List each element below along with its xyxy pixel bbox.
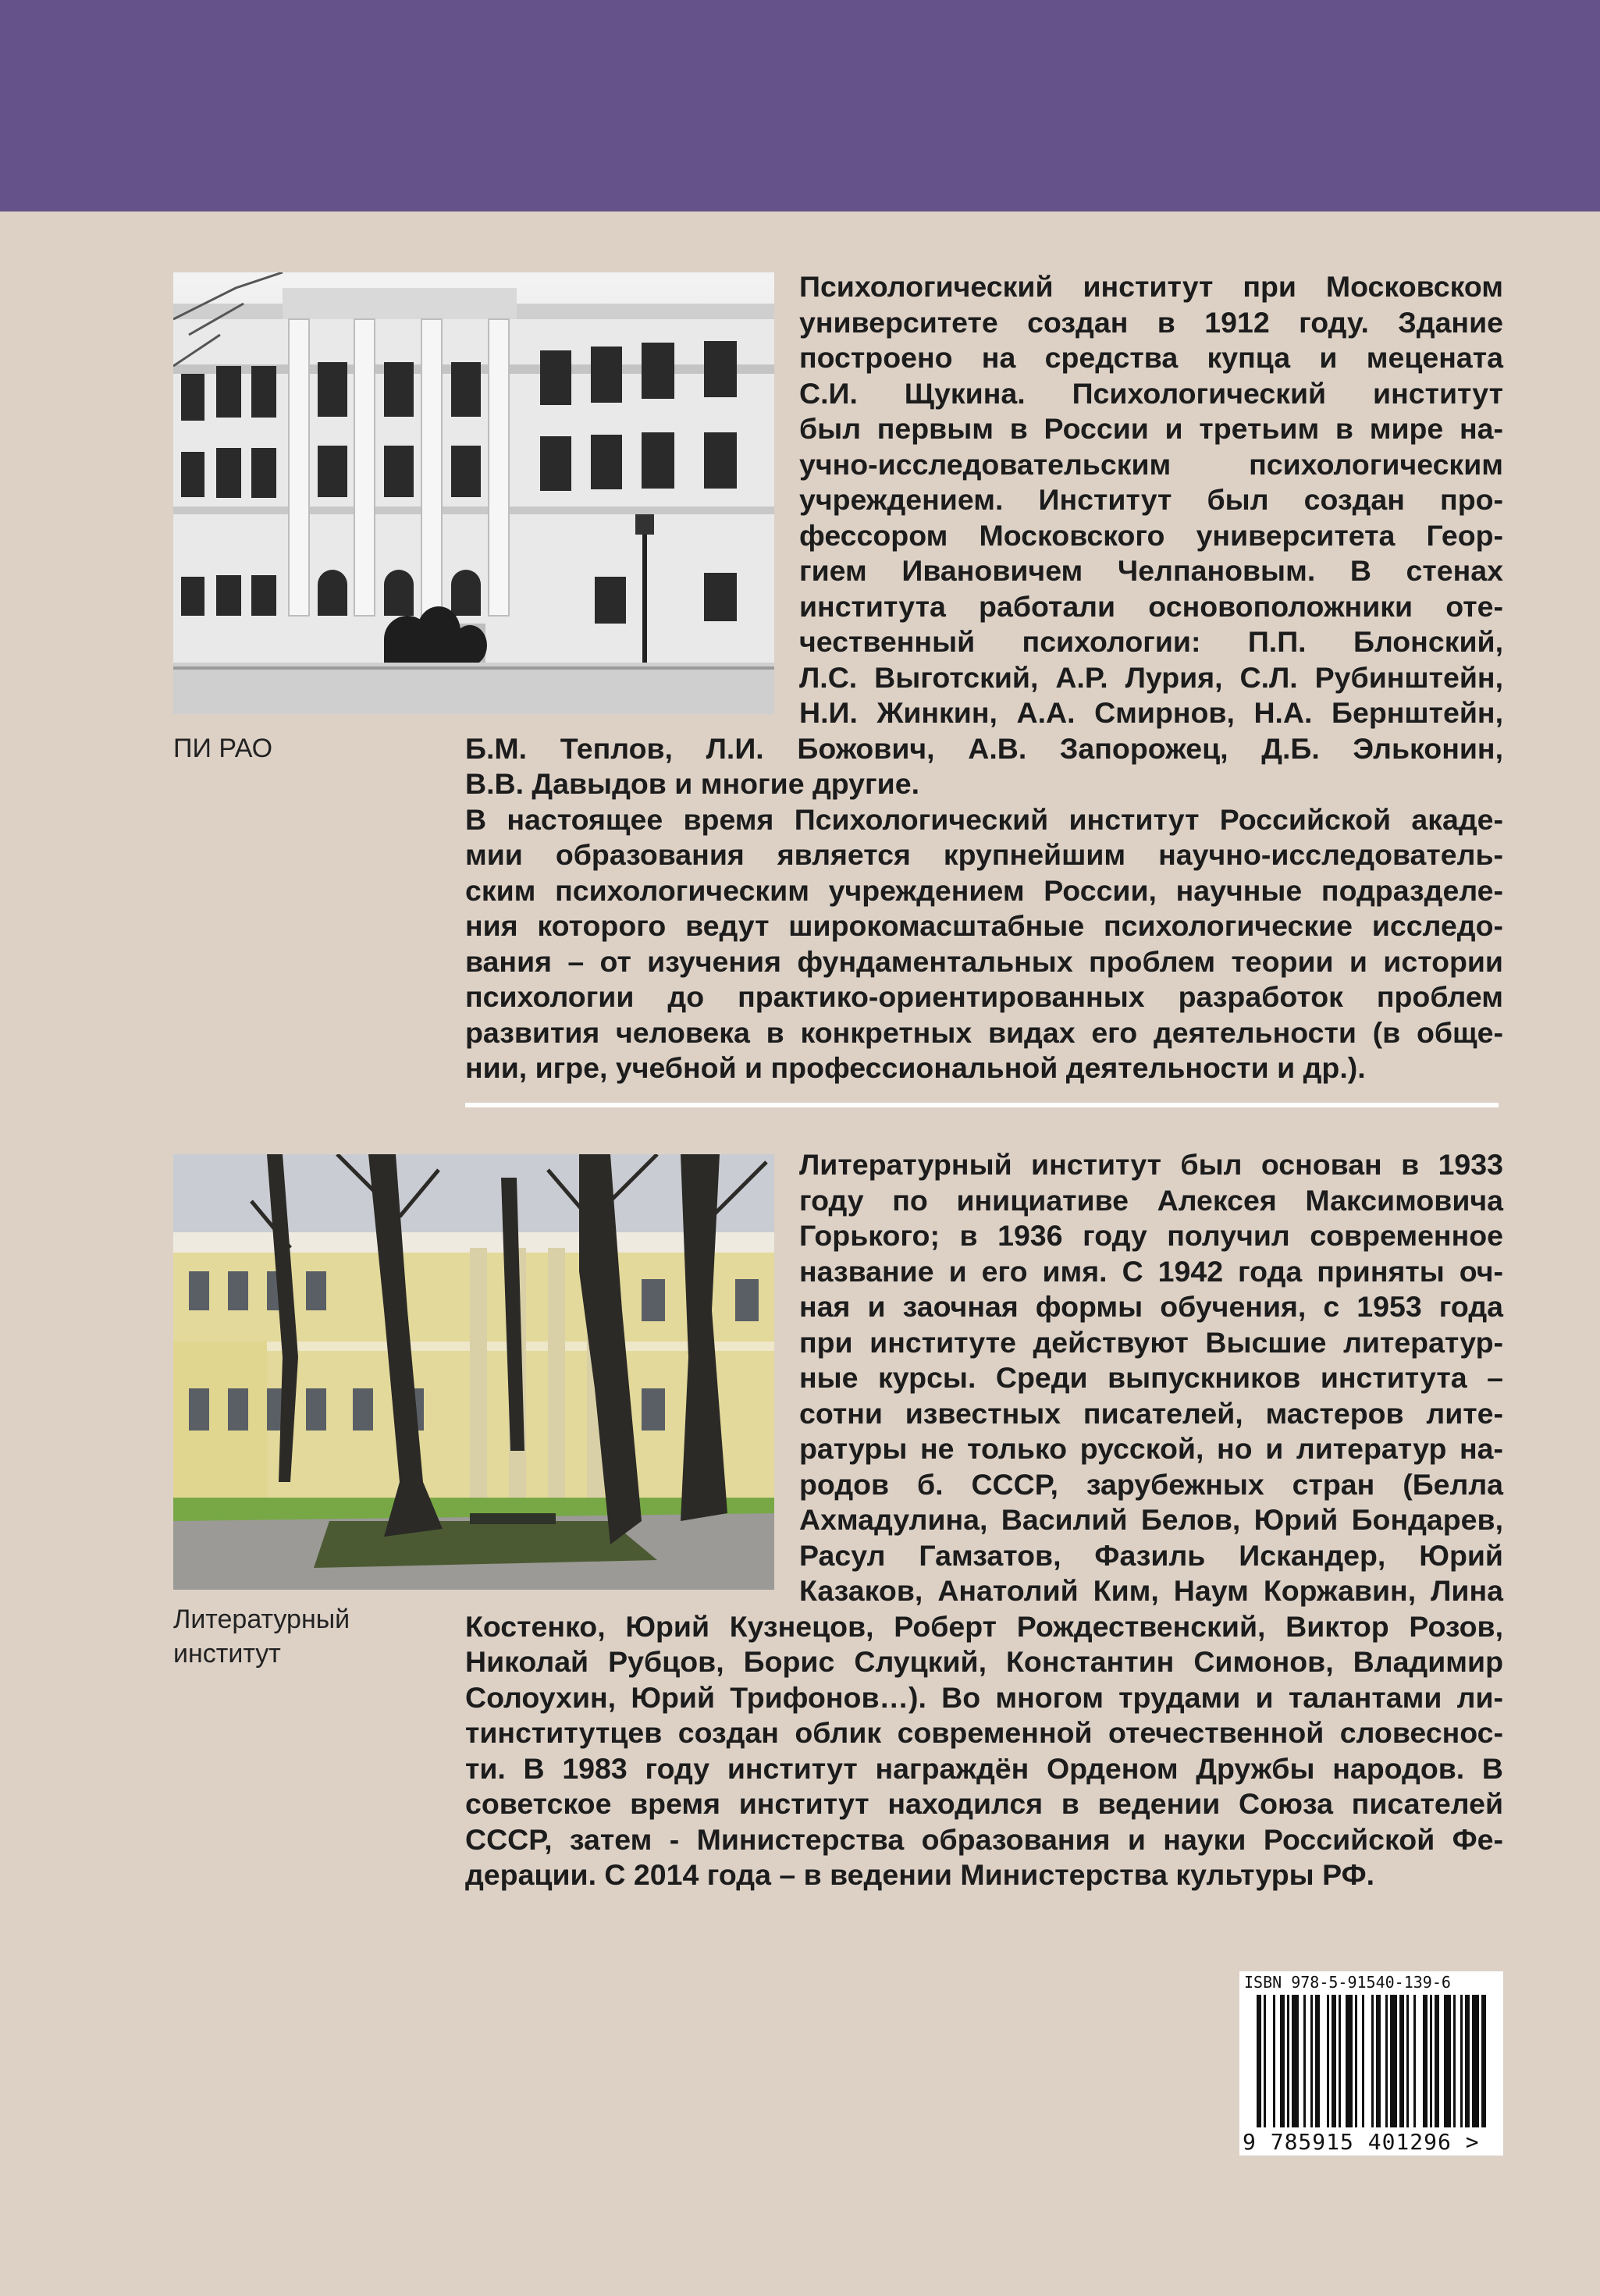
barcode-bar (1315, 1995, 1320, 2127)
pi-text-line: нии, игре, учебной и профессиональной деятельности и др.). (465, 1051, 1366, 1084)
pi-text-line: мии образования является крупнейшим научно-исследователь- (465, 838, 1503, 871)
barcode-bar (1423, 1995, 1428, 2127)
barcode-bar (1406, 1995, 1409, 2127)
literary-text-line: сотни известных писателей, мастеров лите- (799, 1396, 1503, 1430)
pi-text-line: учно-исследовательским психологическим (799, 447, 1503, 481)
pi-text-line: В.В. Давыдов и многие другие. (465, 767, 919, 800)
pi-text-line: вания – от изучения фундаментальных проблем теории и истории (465, 944, 1503, 978)
barcode-bar (1310, 1995, 1313, 2127)
literary-text-line: Расул Гамзатов, Фазиль Искандер, Юрий (799, 1538, 1503, 1572)
literary-text-line: Костенко, Юрий Кузнецов, Роберт Рождественский, Виктор Розов, (465, 1609, 1503, 1643)
pi-text-line: фессором Московского университета Геор- (799, 518, 1503, 552)
pi-text-line: Психологический институт при Московском (799, 270, 1503, 303)
barcode-bar (1481, 1995, 1486, 2127)
literary-text-line: ные курсы. Среди выпускников института – (799, 1361, 1503, 1394)
literary-text-line: Николай Рубцов, Борис Слуцкий, Константин Симонов, Владимир (465, 1645, 1503, 1678)
literary-text-line: название и его имя. С 1942 года приняты оч- (799, 1254, 1503, 1288)
photo-caption-literary-institute (173, 1602, 350, 1671)
section-divider (465, 1103, 1499, 1107)
top-color-band (0, 0, 1600, 211)
barcode-bar (1430, 1995, 1432, 2127)
literary-text-line: Литературный институт был основан в 1933 (799, 1148, 1503, 1181)
literary-text-line: Горького; в 1936 году получил современное (799, 1219, 1503, 1252)
isbn-digits: 9 785915 401296 > (1243, 2129, 1480, 2155)
barcode-bar (1472, 1995, 1479, 2127)
barcode-bar (1399, 1995, 1404, 2127)
pi-text-line: Б.М. Теплов, Л.И. Божович, А.В. Запорожец, Д.Б. Эльконин, (465, 731, 1503, 765)
barcode-bar (1257, 1995, 1261, 2127)
barcode-bar (1264, 1995, 1266, 2127)
literary-text-line: году по инициативе Алексея Максимовича (799, 1183, 1503, 1217)
pi-text-line: Л.С. Выготский, А.Р. Лурия, С.Л. Рубинштейн, (799, 660, 1503, 694)
barcode-bar (1303, 1995, 1306, 2127)
barcode-bar (1435, 1995, 1439, 2127)
pi-text-line: Н.И. Жинкин, А.А. Смирнов, Н.А. Бернштейн, (799, 696, 1503, 729)
literary-text-line: тинститутцев создан облик современной отечественной словеснос- (465, 1716, 1503, 1749)
isbn-text: ISBN 978-5-91540-139-6 (1244, 1973, 1451, 1992)
barcode-bar (1273, 1995, 1275, 2127)
pi-text-line: ским психологическим учреждением России, научные подразделе- (465, 873, 1503, 907)
literary-text-line: дерации. С 2014 года – в ведении Министерства культуры РФ. (465, 1858, 1375, 1891)
barcode-bar (1413, 1995, 1416, 2127)
barcode-bar (1390, 1995, 1397, 2127)
barcode-bar (1460, 1995, 1463, 2127)
barcode-bars (1239, 1971, 1503, 2156)
pi-text-line: С.И. Щукина. Психологический институт (799, 376, 1503, 410)
barcode-bar (1465, 1995, 1470, 2127)
pi-text-line: чественный психологии: П.П. Блонский, (799, 625, 1503, 658)
pi-text-line: был первым в России и третьим в мире на- (799, 412, 1503, 445)
pi-text-line: института работали основоположники оте- (799, 589, 1503, 623)
barcode-bar (1385, 1995, 1388, 2127)
literary-text-line: ная и заочная формы обучения, с 1953 года (799, 1290, 1503, 1323)
isbn-barcode (1239, 1971, 1503, 2156)
barcode-bar (1371, 1995, 1374, 2127)
caption-line-1: Литературный (173, 1605, 350, 1634)
pi-text-line: ния которого ведут широкомасштабные психологические исследо- (465, 909, 1503, 942)
pi-text-line: учреждением. Институт был создан про- (799, 483, 1503, 516)
barcode-bar (1376, 1995, 1381, 2127)
photo-caption-pi-rao: ПИ РАО (173, 734, 273, 763)
literary-text-line: СССР, затем - Министерства образования и науки Российской Фе- (465, 1822, 1503, 1856)
literary-text-line: советское время институт находился в ведении Союза писателей (465, 1787, 1503, 1820)
pi-text-line: университете создан в 1912 году. Здание (799, 305, 1503, 339)
barcode-bar (1292, 1995, 1299, 2127)
barcode-bar (1355, 1995, 1357, 2127)
photo-literary-institute (173, 1154, 774, 1590)
barcode-bar (1287, 1995, 1289, 2127)
pi-text-line: гием Ивановичем Челпановым. В стенах (799, 554, 1503, 587)
pi-text-line: В настоящее время Психологический институт Российской акаде- (465, 802, 1503, 836)
literary-text-line: при институте действуют Высшие литератур- (799, 1325, 1503, 1359)
photo-pi-rao-building (173, 272, 774, 714)
pi-text-line: психологии до практико-ориентированных разработок проблем (465, 980, 1503, 1013)
literary-text-line: Казаков, Анатолий Ким, Наум Коржавин, Лина (799, 1574, 1503, 1607)
barcode-bar (1346, 1995, 1353, 2127)
barcode-bar (1280, 1995, 1285, 2127)
pi-text-line: построено на средства купца и мецената (799, 341, 1503, 374)
caption-line-2: институт (173, 1639, 281, 1669)
barcode-bar (1339, 1995, 1341, 2127)
barcode-bar (1453, 1995, 1456, 2127)
literary-text-line: ратуры не только русской, но и литератур на- (799, 1432, 1503, 1465)
literary-text-line: родов б. СССР, зарубежных стран (Белла (799, 1467, 1503, 1501)
literary-text-line: Ахмадулина, Василий Белов, Юрий Бондарев, (799, 1503, 1503, 1536)
barcode-bar (1332, 1995, 1336, 2127)
literary-text-line: ти. В 1983 году институт награждён Орденом Дружбы народов. В (465, 1751, 1503, 1785)
pi-text-line: развития человека в конкретных видах его деятельности (в обще- (465, 1015, 1503, 1049)
barcode-bar (1327, 1995, 1329, 2127)
barcode-bar (1362, 1995, 1364, 2127)
literary-text-line: Солоухин, Юрий Трифонов…). Во многом трудами и талантами ли- (465, 1680, 1503, 1714)
barcode-bar (1444, 1995, 1451, 2127)
